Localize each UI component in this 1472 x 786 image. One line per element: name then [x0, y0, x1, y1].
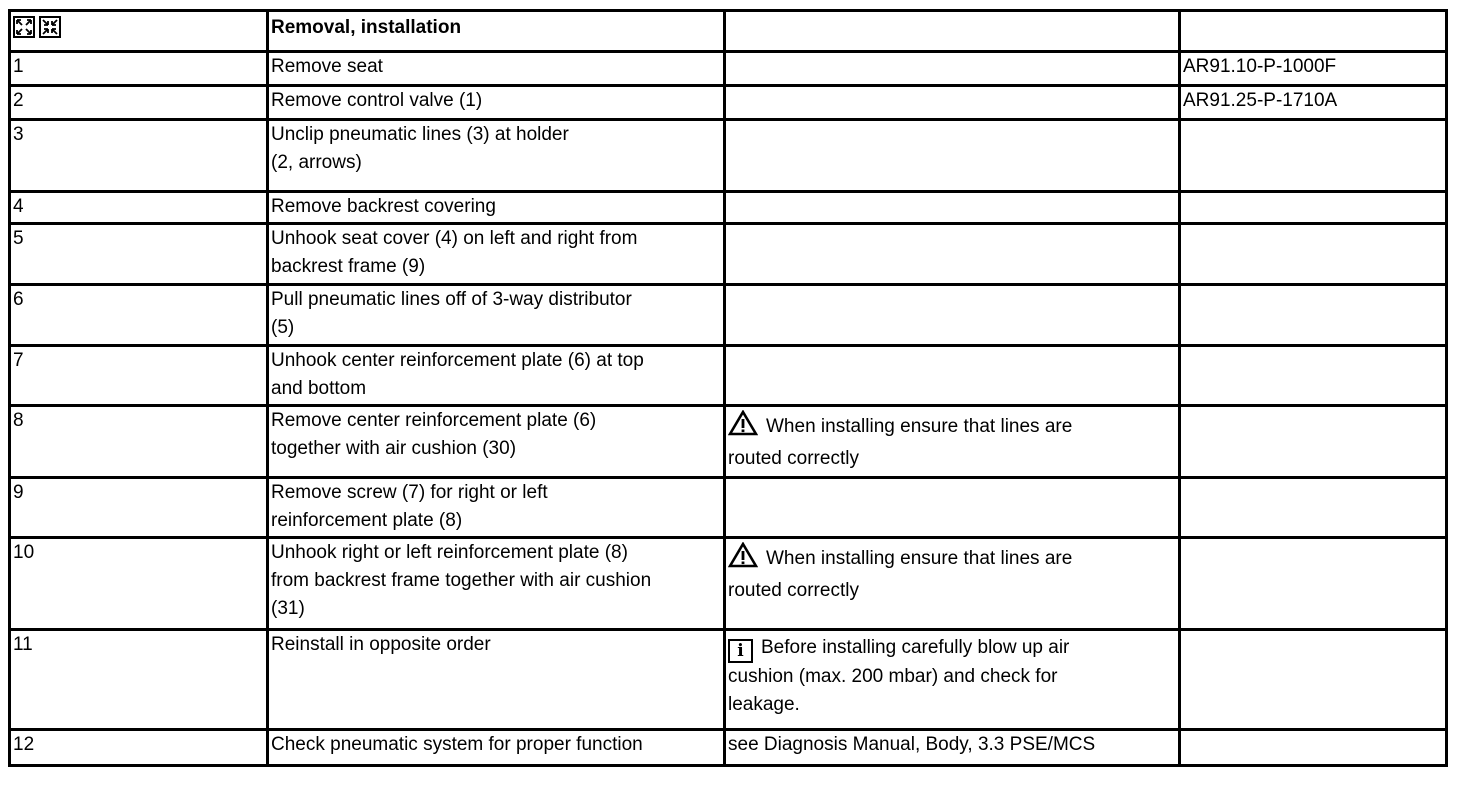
step-note-text: Before installing carefully blow up air — [761, 637, 1070, 658]
header-title: Removal, installation — [268, 11, 725, 52]
step-reference — [1180, 630, 1447, 730]
step-action-line: (5) — [271, 317, 295, 338]
step-note — [725, 86, 1180, 120]
step-number: 12 — [10, 730, 268, 766]
step-note — [725, 478, 1180, 538]
step-number: 1 — [10, 52, 268, 86]
header-icons-cell — [10, 11, 268, 52]
step-number: 4 — [10, 192, 268, 224]
table-row — [10, 86, 1447, 120]
step-reference-link[interactable]: AR91.10-P-1000F — [1180, 52, 1447, 86]
step-action-line: Pull pneumatic lines off of 3-way distributor — [271, 289, 632, 310]
warning-icon — [728, 410, 758, 445]
step-number: 3 — [10, 120, 268, 192]
expand-icon[interactable] — [13, 16, 35, 38]
step-note-line — [728, 634, 1176, 663]
step-action-line: Unclip pneumatic lines (3) at holder — [271, 124, 569, 145]
step-action-line: reinforcement plate (8) — [271, 510, 463, 531]
step-action-line: Unhook right or left reinforcement plate (8) — [271, 542, 628, 563]
step-note — [725, 52, 1180, 86]
step-action — [268, 285, 725, 346]
step-action — [268, 406, 725, 478]
table-row — [10, 52, 1447, 86]
warning-icon — [728, 542, 758, 577]
step-note — [725, 224, 1180, 285]
step-reference — [1180, 224, 1447, 285]
step-note — [725, 630, 1180, 730]
step-action-line: together with air cushion (30) — [271, 438, 517, 459]
step-note: see Diagnosis Manual, Body, 3.3 PSE/MCS — [725, 730, 1180, 766]
step-number: 8 — [10, 406, 268, 478]
step-action — [268, 224, 725, 285]
table-row — [10, 285, 1447, 346]
step-note-line — [728, 410, 1176, 445]
step-note — [725, 538, 1180, 630]
table-row — [10, 192, 1447, 224]
step-action — [268, 538, 725, 630]
table-row — [10, 406, 1447, 478]
step-note — [725, 120, 1180, 192]
table-row — [10, 630, 1447, 730]
step-reference — [1180, 285, 1447, 346]
step-action: Remove seat — [268, 52, 725, 86]
step-action-line: Remove screw (7) for right or left — [271, 482, 548, 503]
step-number: 10 — [10, 538, 268, 630]
step-reference — [1180, 538, 1447, 630]
step-action-line: and bottom — [271, 378, 367, 399]
step-reference — [1180, 120, 1447, 192]
step-reference-link[interactable]: AR91.25-P-1710A — [1180, 86, 1447, 120]
table-row — [10, 346, 1447, 406]
step-reference — [1180, 730, 1447, 766]
step-note-text: When installing ensure that lines are — [766, 548, 1073, 569]
step-action-line: from backrest frame together with air cushion — [271, 570, 652, 591]
step-action — [268, 120, 725, 192]
step-note — [725, 406, 1180, 478]
step-action: Reinstall in opposite order — [268, 630, 725, 730]
procedure-table — [8, 9, 1448, 767]
step-action-line: (2, arrows) — [271, 152, 362, 173]
step-action-line: (31) — [271, 598, 305, 619]
table-row — [10, 538, 1447, 630]
step-note-line: routed correctly — [728, 580, 859, 601]
table-row — [10, 224, 1447, 285]
step-note-line: cushion (max. 200 mbar) and check for — [728, 666, 1058, 687]
step-note — [725, 346, 1180, 406]
header-cell-3 — [725, 11, 1180, 52]
step-action-line: Unhook center reinforcement plate (6) at top — [271, 350, 644, 371]
step-number: 2 — [10, 86, 268, 120]
step-note-text: When installing ensure that lines are — [766, 416, 1073, 437]
step-number: 11 — [10, 630, 268, 730]
step-action-line: backrest frame (9) — [271, 256, 426, 277]
header-cell-4 — [1180, 11, 1447, 52]
step-note-line: leakage. — [728, 694, 800, 715]
step-action: Remove control valve (1) — [268, 86, 725, 120]
step-note — [725, 285, 1180, 346]
step-action-line: Unhook seat cover (4) on left and right from — [271, 228, 638, 249]
step-note-line: routed correctly — [728, 448, 859, 469]
step-action — [268, 478, 725, 538]
step-reference — [1180, 346, 1447, 406]
step-action: Remove backrest covering — [268, 192, 725, 224]
step-note-line — [728, 542, 1176, 577]
collapse-icon[interactable] — [39, 16, 61, 38]
step-reference — [1180, 406, 1447, 478]
step-action — [268, 346, 725, 406]
step-reference — [1180, 192, 1447, 224]
table-row — [10, 120, 1447, 192]
step-reference — [1180, 478, 1447, 538]
step-number: 7 — [10, 346, 268, 406]
step-action: Check pneumatic system for proper function — [268, 730, 725, 766]
table-row — [10, 478, 1447, 538]
info-icon: i — [728, 639, 753, 663]
step-note — [725, 192, 1180, 224]
step-number: 6 — [10, 285, 268, 346]
table-row — [10, 730, 1447, 766]
step-action-line: Remove center reinforcement plate (6) — [271, 410, 597, 431]
table-header-row — [10, 11, 1447, 52]
step-number: 5 — [10, 224, 268, 285]
step-number: 9 — [10, 478, 268, 538]
